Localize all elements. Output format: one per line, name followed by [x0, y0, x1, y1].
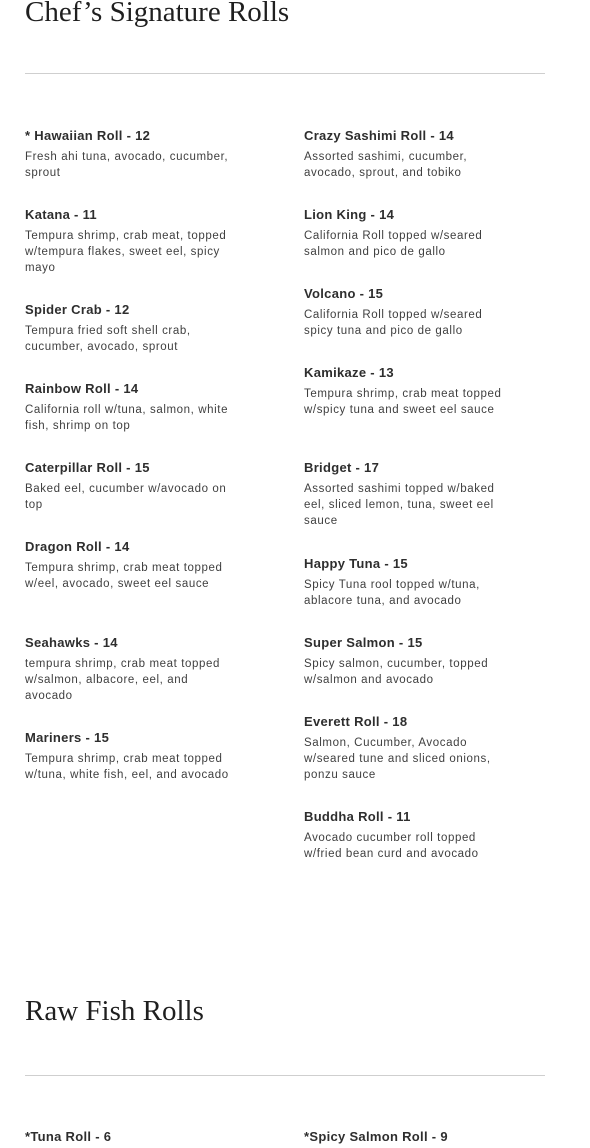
menu-item-description: Salmon, Cucumber, Avocado w/seared tune and sliced onions, ponzu sauce	[304, 737, 491, 781]
menu-item-name: Crazy Sashimi Roll - 14	[304, 128, 454, 143]
menu-item-name: *Tuna Roll - 6	[25, 1129, 112, 1144]
menu-item	[304, 460, 514, 529]
menu-item	[304, 365, 514, 418]
menu-item	[304, 556, 514, 609]
menu-item-name: Spider Crab - 12	[25, 302, 130, 317]
menu-item-name: Kamikaze - 13	[304, 365, 394, 380]
section-title-signature-rolls: Chef’s Signature Rolls	[25, 0, 290, 28]
menu-item	[25, 730, 235, 783]
menu-item-name: Rainbow Roll - 14	[25, 381, 139, 396]
menu-item	[304, 286, 514, 339]
menu-item	[304, 714, 514, 783]
menu-item	[304, 128, 514, 181]
menu-item	[25, 539, 235, 592]
section-title-raw-fish-rolls: Raw Fish Rolls	[25, 995, 204, 1027]
menu-item-description: Spicy Tuna rool topped w/tuna, ablacore tuna, and avocado	[304, 579, 480, 607]
menu-item	[25, 635, 235, 704]
menu-item-description: Tempura shrimp, crab meat topped w/spicy tuna and sweet eel sauce	[304, 388, 502, 416]
menu-item-description: California roll w/tuna, salmon, white fish, shrimp on top	[25, 404, 229, 432]
menu-item-name: Dragon Roll - 14	[25, 539, 130, 554]
menu-item-description: Tempura shrimp, crab meat topped w/eel, avocado, sweet eel sauce	[25, 562, 223, 590]
menu-item-name: * Hawaiian Roll - 12	[25, 128, 151, 143]
section-divider	[25, 1075, 545, 1076]
menu-item-name: Katana - 11	[25, 207, 97, 222]
menu-item-description: Tempura fried soft shell crab, cucumber, avocado, sprout	[25, 325, 191, 353]
menu-item-name: Caterpillar Roll - 15	[25, 460, 150, 475]
menu-item-description: Assorted sashimi, cucumber, avocado, sprout, and tobiko	[304, 151, 468, 179]
menu-item-description: Baked eel, cucumber w/avocado on top	[25, 483, 227, 511]
menu-item-description: Assorted sashimi topped w/baked eel, sliced lemon, tuna, sweet eel sauce	[304, 483, 495, 527]
menu-item-name: Mariners - 15	[25, 730, 110, 745]
menu-item-name: Lion King - 14	[304, 207, 395, 222]
menu-item	[25, 460, 235, 513]
menu-item	[304, 809, 514, 862]
menu-item-name: Seahawks - 14	[25, 635, 118, 650]
menu-item	[304, 207, 514, 260]
menu-item-description: California Roll topped w/seared spicy tuna and pico de gallo	[304, 309, 483, 337]
menu-item	[304, 635, 514, 688]
menu-item	[25, 302, 235, 355]
menu-item	[25, 207, 235, 276]
menu-item-name: Super Salmon - 15	[304, 635, 423, 650]
menu-item-description: Avocado cucumber roll topped w/fried bean curd and avocado	[304, 832, 479, 860]
menu-item-name: Everett Roll - 18	[304, 714, 408, 729]
menu-item	[25, 381, 235, 434]
menu-item-description: Fresh ahi tuna, avocado, cucumber, sprout	[25, 151, 229, 179]
menu-item-description: Tempura shrimp, crab meat topped w/tuna, white fish, eel, and avocado	[25, 753, 229, 781]
section-divider	[25, 73, 545, 74]
menu-item-description: tempura shrimp, crab meat topped w/salmon, albacore, eel, and avocado	[25, 658, 220, 702]
menu-item-name: Bridget - 17	[304, 460, 380, 475]
menu-item-description: Spicy salmon, cucumber, topped w/salmon and avocado	[304, 658, 489, 686]
menu-item-description: California Roll topped w/seared salmon and pico de gallo	[304, 230, 483, 258]
menu-item-name: Happy Tuna - 15	[304, 556, 408, 571]
menu-item-name: Buddha Roll - 11	[304, 809, 411, 824]
menu-item	[25, 128, 235, 181]
menu-item-name: *Spicy Salmon Roll - 9	[304, 1129, 448, 1144]
menu-item	[25, 1129, 235, 1145]
menu-item-description: Tempura shrimp, crab meat, topped w/tempura flakes, sweet eel, spicy mayo	[25, 230, 227, 274]
menu-item	[304, 1129, 514, 1145]
menu-item-name: Volcano - 15	[304, 286, 384, 301]
